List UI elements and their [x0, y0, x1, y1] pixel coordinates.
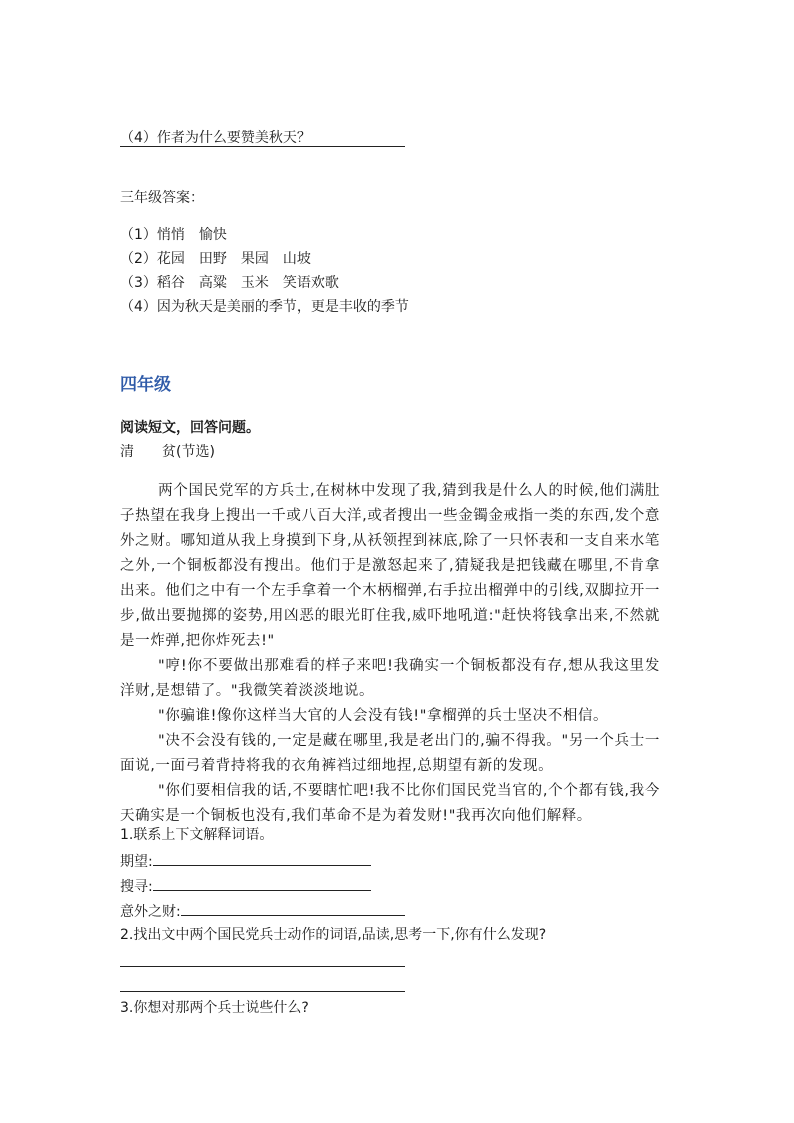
- question-1: 1.联系上下文解释词语。: [120, 827, 274, 843]
- grade3-answers-title: 三年级答案：: [120, 190, 204, 206]
- article-paragraph-3: "你骗谁!像你这样当大官的人会没有钱!"拿榴弹的兵士坚决不相信。: [158, 708, 609, 724]
- term-search: 搜寻:: [120, 876, 371, 897]
- grade3-answer-4: （4）因为秋天是美丽的季节，更是丰收的季节: [120, 299, 409, 315]
- blank-line: [153, 876, 371, 891]
- answer-blank-line: [120, 146, 405, 147]
- grade3-question-4: （4）作者为什么要赞美秋天？: [120, 130, 311, 146]
- blank-line: [153, 851, 371, 866]
- grade3-answer-1: （1）悄悄 愉快: [120, 227, 227, 243]
- answer-blank-line: [120, 991, 405, 992]
- blank-line: [181, 901, 405, 916]
- question-2: 2.找出文中两个国民党兵士动作的词语,品读,思考一下,你有什么发现?: [120, 927, 547, 943]
- answer-blank-line: [120, 966, 405, 967]
- article-paragraph-2: "哼!你不要做出那难看的样子来吧!我确实一个铜板都没有存,想从我这里发洋财,是想错了。"我微笑着淡淡地说。: [120, 658, 660, 699]
- grade3-answer-2: （2）花园 田野 果园 山坡: [120, 251, 311, 267]
- article-paragraph-5: "你们要相信我的话,不要瞎忙吧!我不比你们国民党当官的,个个都有钱,我今天确实是一个铜板也没有,我们革命不是为着发财!"我再次向他们解释。: [120, 783, 660, 824]
- article-paragraph-4: "决不会没有钱的,一定是藏在哪里,我是老出门的,骗不得我。"另一个兵士一面说,一面弓着背持将我的衣角裤裆过细地捏,总期望有新的发现。: [120, 733, 660, 774]
- grade4-heading: 四年级: [120, 375, 171, 395]
- article-title: 清 贫(节选): [120, 444, 215, 460]
- term-expectation: 期望:: [120, 851, 371, 872]
- reading-instruction: 阅读短文，回答问题。: [120, 420, 260, 436]
- question-3: 3.你想对那两个兵士说些什么?: [120, 1000, 309, 1016]
- term-windfall: 意外之财:: [120, 901, 405, 922]
- article-paragraph-1: 两个国民党军的方兵士,在树林中发现了我,猜到我是什么人的时候,他们满肚子热望在我身上搜出一千或八百大洋,或者搜出一些金镯金戒指一类的东西,发个意外之财。哪知道从我上身摸到下身,从袄领捏到袜底,除了一只怀表和一支自来水笔之外,一个铜板都没有搜出。他们于是激怒起来了,猜疑我是把钱藏在哪里,不肯拿出来。他们之中有一个左手拿着一个木柄榴弹,右手拉出榴弹中的引线,双脚拉开一步,做出要抛掷的姿势,用凶恶的眼光盯住我,威吓地吼道:"赶快将钱拿出来,不然就是一炸弹,把你炸死去!": [120, 483, 660, 649]
- grade3-answer-3: （3）稻谷 高粱 玉米 笑语欢歌: [120, 275, 339, 291]
